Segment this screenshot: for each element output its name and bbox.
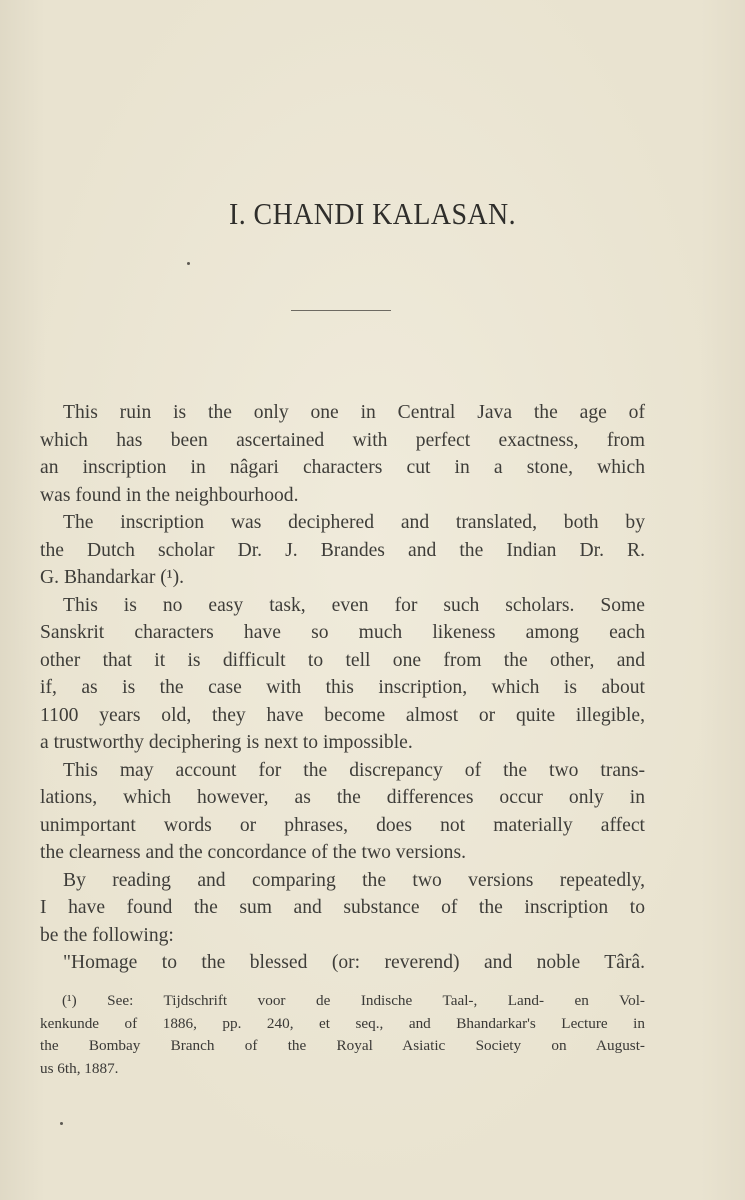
text-line: an inscription in nâgari characters cut in a stone, which	[40, 457, 645, 478]
text-line: I have found the sum and substance of the inscription to	[40, 897, 645, 918]
footnote-line: (¹) See: Tijdschrift voor de Indische Taal-, Land- en Vol-	[62, 992, 645, 1009]
text-line: By reading and comparing the two versions repeatedly,	[63, 869, 645, 891]
footnote-line: us 6th, 1887.	[40, 1059, 119, 1077]
text-line: be the following:	[40, 924, 174, 946]
title-divider	[291, 310, 391, 311]
footnote	[40, 990, 645, 1080]
ink-speck	[60, 1122, 63, 1125]
text-line: 1100 years old, they have become almost or quite illegible,	[40, 704, 645, 726]
text-line: a trustworthy deciphering is next to impossible.	[40, 732, 413, 753]
text-line: the clearness and the concordance of the two versions.	[40, 842, 467, 863]
text-line: Sanskrit characters have so much likeness among each	[40, 622, 645, 643]
ink-speck	[187, 262, 190, 265]
text-line: The inscription was deciphered and translated, both by	[63, 512, 645, 533]
text-line: This is no easy task, even for such scholars. Some	[63, 594, 645, 616]
text-line: if, as is the case with this inscription, which is about	[40, 677, 645, 698]
text-line: the Dutch scholar Dr. J. Brandes and the Indian Dr. R.	[40, 539, 645, 561]
text-line: G. Bhandarkar (¹).	[40, 567, 185, 588]
text-line: "Homage to the blessed (or: reverend) and noble Târâ.	[63, 952, 645, 973]
text-line: This may account for the discrepancy of the two trans-	[63, 759, 645, 781]
text-line: other that it is difficult to tell one from the other, and	[40, 649, 645, 671]
text-line: which has been ascertained with perfect exactness, from	[40, 429, 645, 451]
chapter-title: I. CHANDI KALASAN.	[228, 196, 517, 231]
footnote-line: kenkunde of 1886, pp. 240, et seq., and Bhandarkar's Lecture in	[40, 1014, 645, 1032]
text-line: lations, which however, as the differences occur only in	[40, 787, 645, 808]
text-line: was found in the neighbourhood.	[40, 484, 299, 506]
text-line: This ruin is the only one in Central Java the age of	[63, 402, 645, 423]
text-line: unimportant words or phrases, does not materially affect	[40, 814, 645, 836]
body-text	[40, 399, 645, 977]
footnote-line: the Bombay Branch of the Royal Asiatic Society on August-	[40, 1037, 645, 1054]
